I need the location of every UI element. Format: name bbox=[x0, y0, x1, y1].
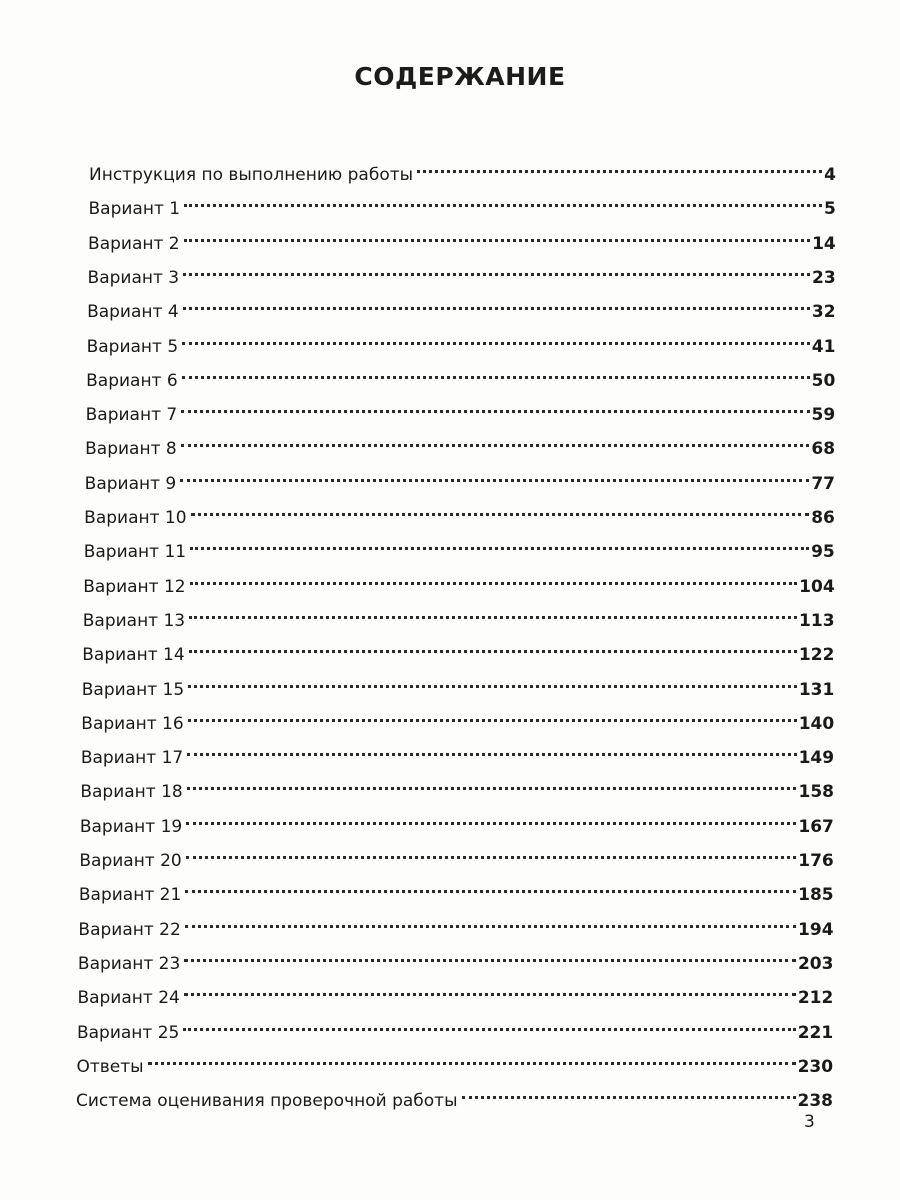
dot-leader bbox=[189, 632, 797, 660]
dot-leader bbox=[187, 769, 797, 797]
toc-entry-label: Вариант 10 bbox=[84, 508, 187, 528]
toc-entry-label: Вариант 8 bbox=[85, 439, 177, 460]
toc-entry-page: 32 bbox=[811, 302, 836, 323]
page-number: 3 bbox=[804, 1112, 815, 1132]
toc-entry[interactable] bbox=[79, 838, 834, 871]
toc-entry-page: 104 bbox=[799, 576, 835, 597]
toc-entry-label: Вариант 3 bbox=[87, 267, 180, 288]
toc-entry-page: 50 bbox=[811, 370, 836, 391]
toc-entry-label: Вариант 22 bbox=[78, 919, 181, 940]
dot-leader bbox=[190, 564, 798, 592]
toc-entry-label: Вариант 16 bbox=[81, 713, 184, 734]
toc-entry[interactable] bbox=[76, 1010, 834, 1043]
toc-entry-label: Вариант 19 bbox=[79, 816, 183, 837]
toc-entry-page: 149 bbox=[798, 748, 835, 769]
dot-leader bbox=[182, 358, 810, 386]
toc-entry-label: Вариант 24 bbox=[77, 988, 180, 1009]
toc-entry[interactable] bbox=[82, 598, 835, 631]
toc-entry-label: Ответы bbox=[76, 1056, 144, 1077]
toc-entry-page: 86 bbox=[811, 508, 835, 528]
toc-entry[interactable] bbox=[88, 186, 836, 220]
toc-entry-page: 212 bbox=[797, 988, 834, 1009]
toc-entry[interactable] bbox=[78, 872, 834, 906]
toc-entry[interactable] bbox=[77, 941, 834, 974]
toc-entry-page: 77 bbox=[811, 473, 835, 494]
dot-leader bbox=[183, 289, 810, 317]
toc-entry-page: 122 bbox=[798, 645, 835, 666]
toc-entry[interactable] bbox=[81, 667, 835, 700]
dot-leader bbox=[148, 1044, 796, 1072]
toc-entry-label: Вариант 17 bbox=[80, 748, 184, 769]
toc-entry-label: Вариант 12 bbox=[83, 576, 186, 597]
toc-entry[interactable] bbox=[82, 632, 835, 666]
toc-entry-page: 167 bbox=[798, 816, 834, 837]
page-title: СОДЕРЖАНИЕ bbox=[354, 62, 566, 91]
toc-entry-page: 95 bbox=[811, 542, 835, 563]
toc-entry-label: Вариант 7 bbox=[85, 405, 178, 426]
dot-leader bbox=[188, 667, 797, 695]
dot-leader bbox=[191, 495, 810, 523]
dot-leader bbox=[180, 461, 809, 489]
toc-entry-label: Вариант 4 bbox=[87, 302, 179, 323]
toc-entry-page: 238 bbox=[797, 1091, 833, 1112]
toc-entry[interactable] bbox=[85, 392, 836, 426]
toc-entry-label: Вариант 15 bbox=[81, 679, 185, 700]
toc-entry-page: 5 bbox=[824, 199, 836, 220]
toc-entry-page: 14 bbox=[812, 233, 836, 254]
toc-entry-page: 185 bbox=[798, 885, 834, 906]
toc-entry-label: Вариант 25 bbox=[76, 1022, 180, 1043]
toc-entry-page: 203 bbox=[797, 953, 834, 974]
toc-entry[interactable] bbox=[87, 289, 836, 323]
dot-leader bbox=[181, 426, 810, 454]
toc-entry-label: Вариант 20 bbox=[79, 851, 182, 871]
toc-entry[interactable] bbox=[80, 735, 835, 769]
dot-leader bbox=[184, 975, 796, 1003]
dot-leader bbox=[188, 701, 797, 729]
toc-entry-page: 194 bbox=[798, 919, 834, 940]
toc-entry-page: 140 bbox=[798, 713, 835, 734]
dot-leader bbox=[182, 324, 810, 352]
toc-entry[interactable] bbox=[76, 1044, 834, 1077]
toc-entry-page: 23 bbox=[811, 267, 836, 288]
toc-entry[interactable] bbox=[83, 564, 835, 597]
dot-leader bbox=[184, 186, 822, 214]
toc-entry-page: 4 bbox=[824, 165, 836, 185]
toc-entry-label: Вариант 1 bbox=[88, 199, 181, 220]
dot-leader bbox=[186, 804, 796, 832]
toc-entry[interactable] bbox=[80, 769, 834, 803]
toc-entry-label: Система оценивания проверочной работы bbox=[76, 1091, 458, 1112]
toc-entry-page: 158 bbox=[798, 782, 834, 803]
toc-entry-label: Вариант 2 bbox=[88, 233, 180, 254]
toc-entry[interactable] bbox=[86, 358, 836, 391]
toc-entry-page: 131 bbox=[798, 679, 835, 700]
toc-entry-page: 41 bbox=[811, 336, 836, 357]
toc-entry[interactable] bbox=[88, 221, 836, 254]
toc-entry[interactable] bbox=[87, 255, 836, 288]
toc-entry-label: Вариант 9 bbox=[84, 473, 177, 494]
dot-leader bbox=[190, 529, 809, 557]
dot-leader bbox=[181, 392, 809, 420]
dot-leader bbox=[186, 838, 797, 866]
toc-entry-page: 113 bbox=[799, 610, 835, 631]
toc-entry-page: 176 bbox=[798, 851, 834, 871]
toc-entry-label: Вариант 18 bbox=[80, 782, 183, 803]
toc-entry[interactable] bbox=[77, 975, 834, 1009]
toc-entry[interactable] bbox=[81, 701, 835, 734]
toc-entry[interactable] bbox=[78, 907, 834, 940]
dot-leader bbox=[417, 152, 822, 180]
toc-entry[interactable] bbox=[86, 324, 836, 357]
toc-entry-label: Вариант 5 bbox=[86, 336, 179, 357]
dot-leader bbox=[185, 872, 796, 900]
toc-entry[interactable] bbox=[79, 804, 834, 837]
toc-entry-page: 68 bbox=[811, 439, 836, 460]
toc-entry-label: Вариант 11 bbox=[83, 542, 187, 563]
toc-entry-label: Вариант 6 bbox=[86, 370, 178, 391]
dot-leader bbox=[184, 221, 810, 249]
toc-entry-label: Инструкция по выполнению работы bbox=[89, 165, 414, 185]
dot-leader bbox=[187, 735, 796, 763]
toc-entry-label: Вариант 23 bbox=[77, 953, 181, 974]
toc-entry-page: 59 bbox=[811, 405, 836, 426]
toc-entry-label: Вариант 21 bbox=[78, 885, 182, 906]
toc-entry[interactable] bbox=[83, 529, 835, 563]
dot-leader bbox=[183, 255, 810, 283]
dot-leader bbox=[183, 1010, 795, 1038]
toc-entry-page: 221 bbox=[797, 1022, 834, 1043]
toc-entry-page: 230 bbox=[797, 1056, 834, 1077]
toc-entry-label: Вариант 13 bbox=[82, 610, 186, 631]
toc-entry[interactable] bbox=[85, 426, 836, 460]
dot-leader bbox=[184, 941, 796, 969]
toc-entry[interactable] bbox=[76, 1078, 833, 1112]
dot-leader bbox=[185, 907, 796, 935]
dot-leader bbox=[462, 1078, 796, 1106]
toc-entry[interactable] bbox=[89, 152, 836, 185]
toc-entry[interactable] bbox=[84, 461, 835, 494]
dot-leader bbox=[189, 598, 797, 626]
toc-entry-label: Вариант 14 bbox=[82, 645, 185, 666]
toc-entry[interactable] bbox=[84, 495, 835, 528]
